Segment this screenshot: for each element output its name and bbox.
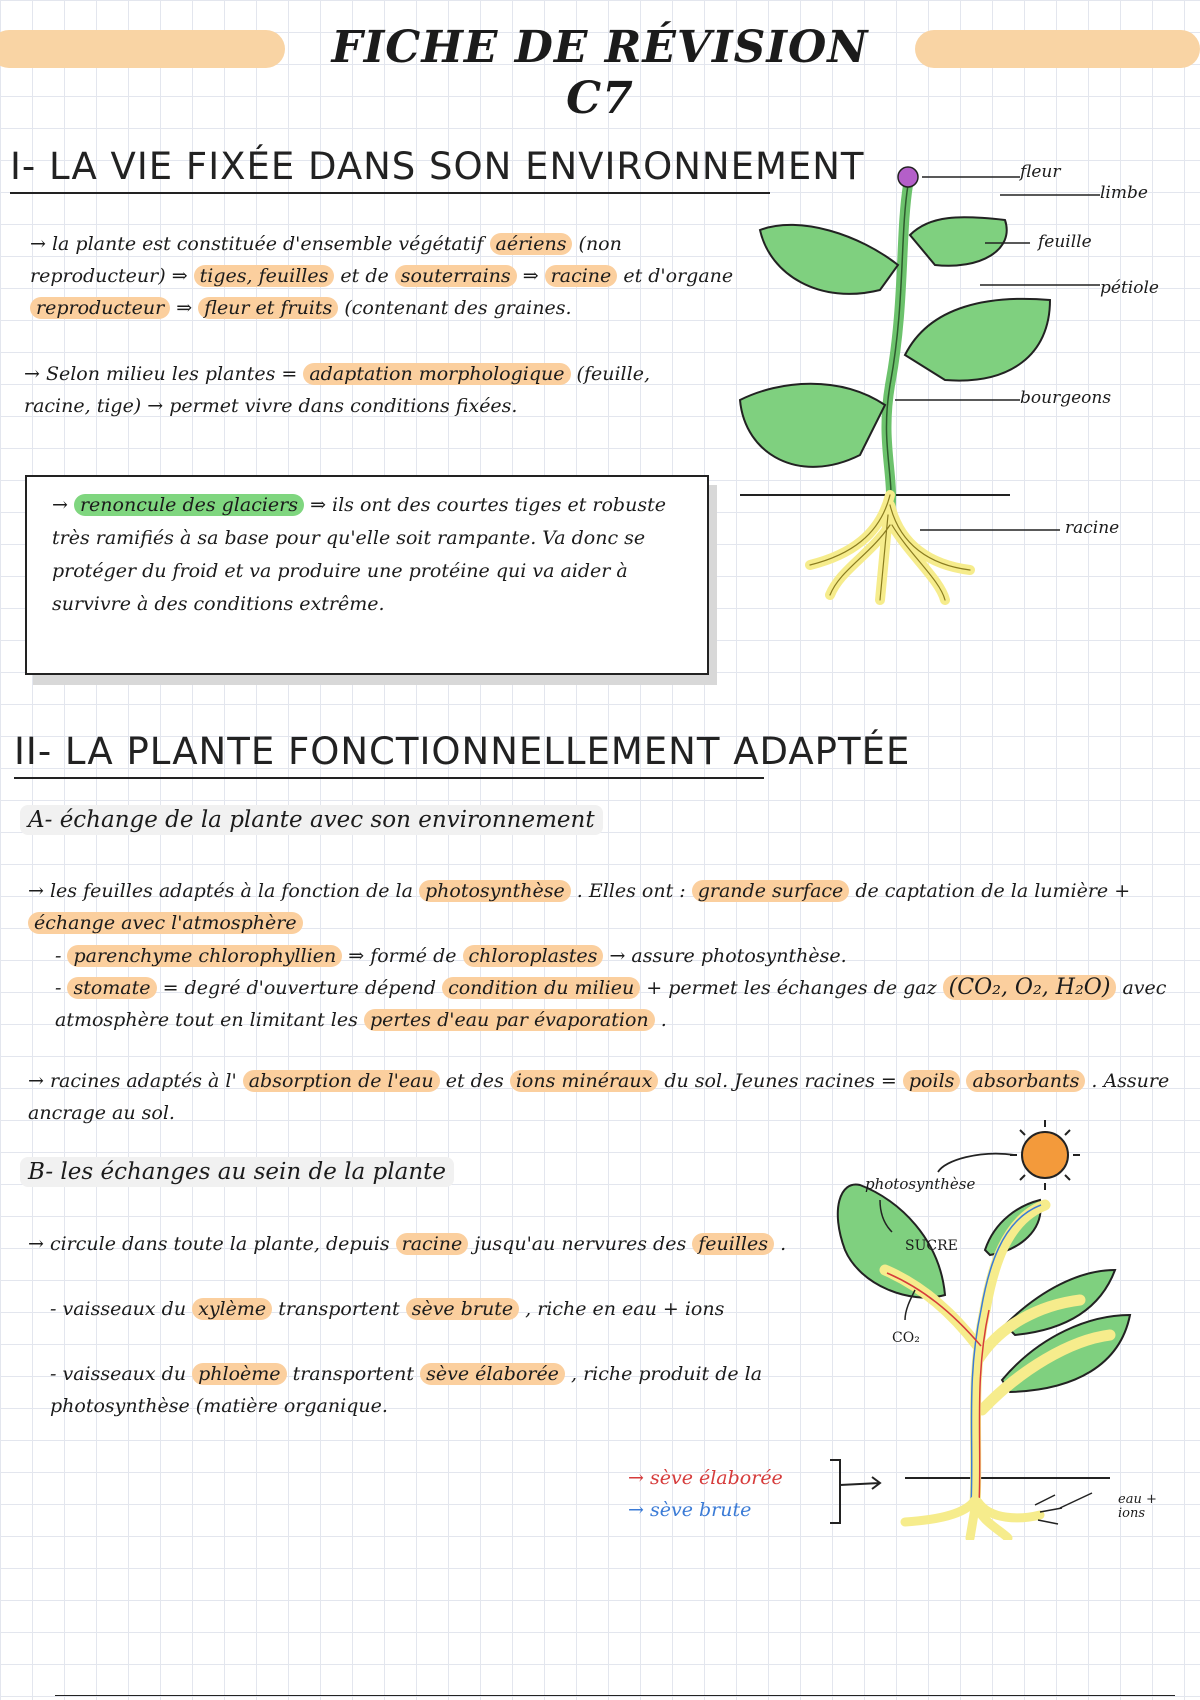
leaf-top-right	[910, 217, 1007, 266]
text: , riche produit de la photosynthèse (matière organique.	[50, 1363, 763, 1417]
legend-seve-brute: → sève brute	[628, 1499, 752, 1521]
title-bar-right	[915, 30, 1200, 68]
legend-label: sève brute	[649, 1499, 752, 1521]
highlight: photosynthèse	[419, 880, 571, 902]
highlight: tiges, feuilles	[194, 265, 335, 287]
label-bourgeons: bourgeons	[1020, 388, 1112, 408]
text: → la plante est constituée d'ensemble végétatif	[30, 233, 484, 255]
bullet-parenchyme	[55, 940, 1155, 972]
bullet-xyleme	[50, 1293, 840, 1325]
text: → les feuilles adaptés à la fonction de la	[28, 880, 413, 902]
text: (non reproducteur) ⇒	[30, 233, 622, 287]
text: jusqu'au nervures des	[474, 1233, 687, 1255]
example-box-text	[52, 489, 692, 621]
text: → assure photosynthèse.	[609, 945, 847, 967]
highlight: souterrains	[395, 265, 517, 287]
text: → circule dans toute la plante, depuis	[28, 1233, 390, 1255]
highlight: racine	[396, 1233, 469, 1255]
section-2-paragraph-1	[28, 875, 1178, 939]
flower-icon	[898, 167, 918, 187]
text: et d'organe	[623, 265, 734, 287]
highlight: racine	[545, 265, 618, 287]
highlight: phloème	[192, 1363, 286, 1385]
text: , riche en eau + ions	[525, 1298, 725, 1320]
page-title: FICHE DE RÉVISION C7	[331, 22, 869, 124]
highlight: poils	[903, 1070, 961, 1092]
highlight: absorption de l'eau	[243, 1070, 440, 1092]
text: du sol. Jeunes racines =	[664, 1070, 897, 1092]
text: ⇒	[522, 265, 539, 287]
text: = degré d'ouverture dépend	[162, 977, 437, 999]
highlight: ions minéraux	[510, 1070, 658, 1092]
plant-anatomy-diagram	[730, 155, 1190, 615]
subsection-a-title: A- échange de la plante avec son environnement	[20, 805, 603, 835]
text: ⇒ formé de	[348, 945, 457, 967]
label-sucre: SUCRE	[905, 1238, 958, 1254]
root-hairs	[1035, 1493, 1092, 1524]
highlight: sève élaborée	[420, 1363, 565, 1385]
text: →	[52, 494, 68, 516]
text: . Assure ancrage au sol.	[28, 1070, 1170, 1124]
bullet-phloeme	[50, 1358, 840, 1422]
legend-label: sève élaborée	[649, 1467, 783, 1489]
text: -	[55, 945, 62, 967]
text: → Selon milieu les plantes =	[24, 363, 298, 385]
section-2-paragraph-3	[28, 1228, 838, 1260]
bottom-rule	[55, 1695, 1175, 1696]
text: + permet les échanges de gaz	[646, 977, 937, 999]
text: et de	[340, 265, 389, 287]
stem	[886, 185, 908, 515]
label-photosynthese: photosynthèse	[865, 1175, 976, 1193]
legend-seve-elaboree: → sève élaborée	[628, 1467, 783, 1489]
title-bar-left	[0, 30, 285, 68]
highlight: xylème	[192, 1298, 272, 1320]
highlight: grande surface	[692, 880, 850, 902]
label-limbe: limbe	[1100, 183, 1148, 203]
highlight: sève brute	[406, 1298, 519, 1320]
highlight: absorbants	[966, 1070, 1085, 1092]
text: de captation de la lumière +	[855, 880, 1131, 902]
roots	[905, 1500, 1040, 1538]
text: transportent	[292, 1363, 415, 1385]
highlight: (CO₂, O₂, H₂O)	[943, 975, 1117, 1000]
label-racine: racine	[1065, 518, 1120, 538]
text: (feuille, racine, tige) → permet vivre dans conditions fixées.	[24, 363, 650, 417]
highlight: stomate	[67, 977, 156, 999]
text: . Elles ont :	[576, 880, 686, 902]
section-1-paragraph-1	[30, 228, 750, 324]
label-co2: CO₂	[892, 1330, 920, 1346]
highlight: fleur et fruits	[198, 297, 338, 319]
text: .	[780, 1233, 787, 1255]
leaf-top-left	[760, 225, 898, 294]
highlight: parenchyme chlorophyllien	[67, 945, 342, 967]
label-petiole: pétiole	[1100, 278, 1159, 298]
highlight: reproducteur	[30, 297, 170, 319]
highlight: pertes d'eau par évaporation	[364, 1009, 655, 1031]
text: -	[55, 977, 62, 999]
highlight: chloroplastes	[463, 945, 604, 967]
section-1-title: I- LA VIE FIXÉE DANS SON ENVIRONNEMENT	[10, 145, 770, 194]
highlight: adaptation morphologique	[303, 363, 570, 385]
text: (contenant des graines.	[344, 297, 572, 319]
text: → racines adaptés à l'	[28, 1070, 237, 1092]
text: et des	[445, 1070, 504, 1092]
leaf-low-left	[740, 384, 885, 467]
text: - vaisseaux du	[50, 1298, 187, 1320]
roots	[810, 495, 970, 600]
section-1-paragraph-2	[24, 358, 714, 422]
text: ⇒	[176, 297, 193, 319]
text: transportent	[278, 1298, 400, 1320]
highlight: condition du milieu	[442, 977, 640, 999]
highlight: feuilles	[692, 1233, 774, 1255]
label-feuille: feuille	[1038, 232, 1092, 252]
text: ⇒ ils ont des courtes tiges et robuste très ramifiés à sa base pour qu'elle soit rampante. Va donc se protéger du froid et va produire une protéine qui va aider à survivre à des conditions extrême.	[52, 494, 666, 615]
section-2-title: II- LA PLANTE FONCTIONNELLEMENT ADAPTÉE	[14, 730, 764, 779]
label-eau-ions: eau + ions	[1118, 1492, 1157, 1521]
subsection-b-title: B- les échanges au sein de la plante	[20, 1157, 454, 1187]
highlight: échange avec l'atmosphère	[28, 912, 303, 934]
bullet-stomate	[55, 972, 1185, 1036]
sun-arrow	[938, 1154, 1015, 1172]
text: - vaisseaux du	[50, 1363, 187, 1385]
sun-icon	[1010, 1120, 1080, 1190]
leaf-mid-right	[905, 299, 1050, 381]
highlight: aériens	[490, 233, 573, 255]
example-box	[25, 475, 709, 675]
highlight: renoncule des glaciers	[74, 494, 304, 516]
label-fleur: fleur	[1020, 162, 1061, 182]
text: avec atmosphère tout en limitant les	[55, 977, 1167, 1031]
text: .	[660, 1009, 667, 1031]
